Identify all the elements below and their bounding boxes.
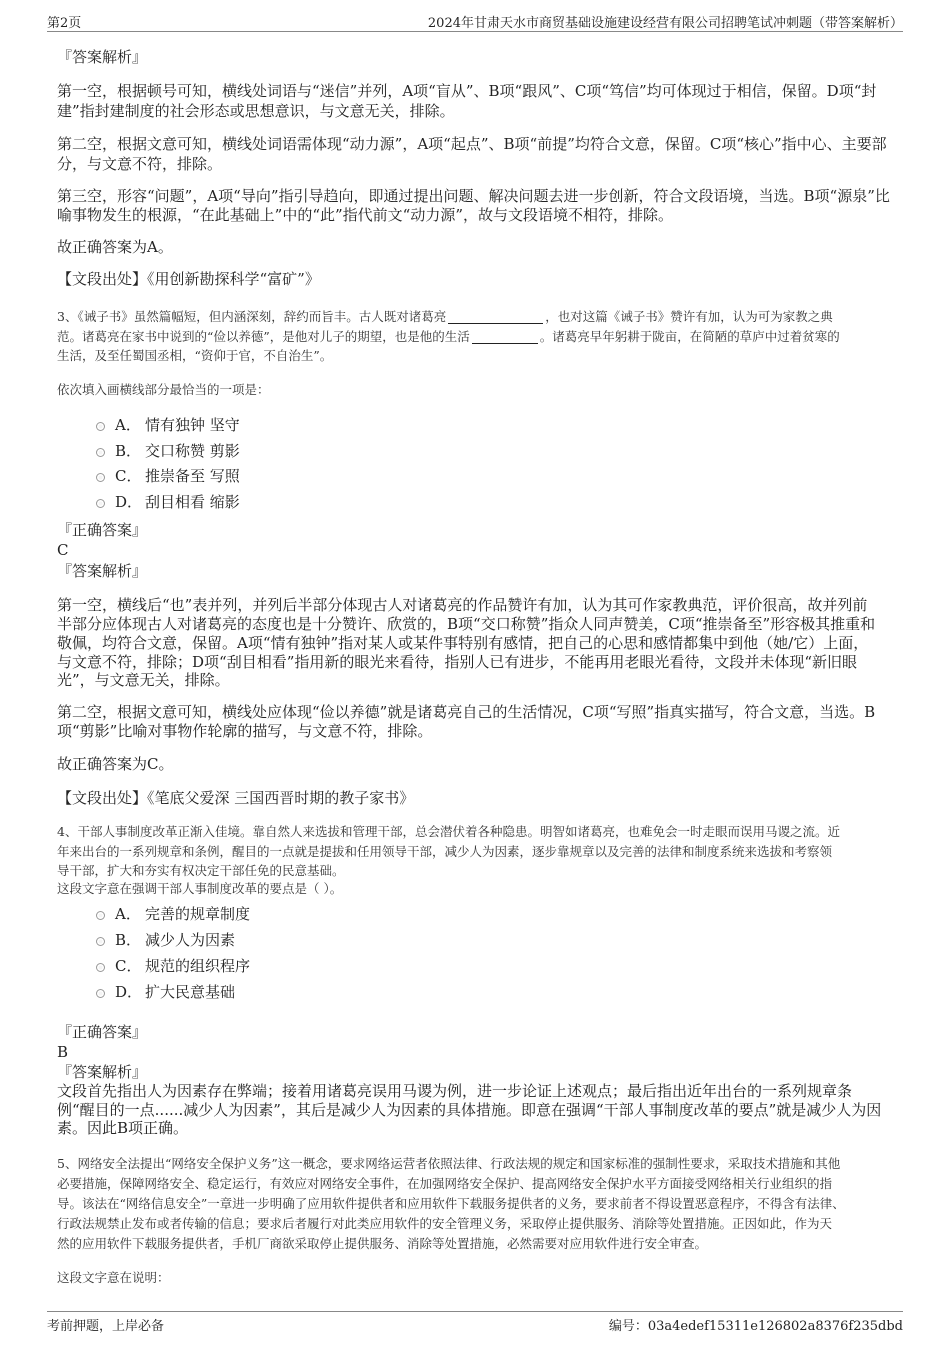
q3-analysis-p2-line1: 第二空，根据文意可知，横线处应体现“俭以养德”就是诸葛亮自己的生活情况，C项“写照”指真实描写，符合文意，当选。B bbox=[57, 703, 876, 721]
radio-icon[interactable] bbox=[96, 989, 105, 998]
page-number: 第2页 bbox=[47, 16, 82, 31]
q3-stem-line1 bbox=[57, 308, 833, 326]
radio-icon[interactable] bbox=[96, 448, 105, 457]
q4-option-text: 减少人为因素 bbox=[145, 931, 236, 949]
q3-answer-label: 『正确答案』 bbox=[57, 521, 148, 539]
q3-option-b[interactable] bbox=[96, 441, 240, 461]
q3-option-a[interactable] bbox=[96, 415, 240, 435]
q3-option-text: 交口称赞 剪影 bbox=[145, 442, 240, 460]
q3-blank-1 bbox=[448, 311, 543, 324]
q4-stem-line1: 4、干部人事制度改革正渐入佳境。靠自然人来选拔和管理干部，总会潜伏着各种隐患。明智如诸葛亮，也难免会一时走眼而误用马谡之流。近 bbox=[57, 824, 840, 839]
q4-option-d[interactable] bbox=[96, 982, 235, 1002]
q4-analysis-label: 『答案解析』 bbox=[57, 1063, 148, 1081]
q2-analysis-p2-line2: 分，与文意不符，排除。 bbox=[57, 155, 223, 173]
radio-icon[interactable] bbox=[96, 473, 105, 482]
q4-answer: B bbox=[57, 1043, 69, 1061]
q3-analysis-p1-line4: 与文意不符，排除；D项“刮目相看”指用新的眼光来看待，指别人已有进步，不能再用老眼光看待，文段并未体现“新旧眼 bbox=[57, 653, 858, 671]
q3-stem-text: 范。诸葛亮在家书中说到的“俭以养德”，是他对儿子的期望，也是他的生活 bbox=[57, 329, 470, 344]
q2-analysis-p3-line1: 第三空，形容“问题”，A项“导向”指引导趋向，即通过提出问题、解决问题去进一步创新，符合文段语境，当选。B项“源泉”比 bbox=[57, 187, 890, 205]
q4-analysis-line1: 文段首先指出人为因素存在弊端；接着用诸葛亮误用马谡为例，进一步论证上述观点；最后指出近年出台的一系列规章条 bbox=[57, 1082, 853, 1100]
footer-slogan: 考前押题，上岸必备 bbox=[47, 1319, 165, 1334]
q4-stem-line2: 年来出台的一系列规章和条例，醒目的一点就是提拔和任用领导干部，减少人为因素，逐步靠规章以及完善的法律和制度系统来选拔和考察领 bbox=[57, 844, 833, 859]
q5-stem-line1: 5、网络安全法提出“网络安全保护义务”这一概念，要求网络运营者依照法律、行政法规的规定和国家标准的强制性要求，采取技术措施和其他 bbox=[57, 1156, 841, 1171]
q5-stem-line2: 必要措施，保障网络安全、稳定运行，有效应对网络安全事件，在加强网络安全保护、提高网络安全保护水平方面接受网络相关行业组织的指 bbox=[57, 1176, 833, 1191]
q5-stem-line3: 导。该法在“网络信息安全”一章进一步明确了应用软件提供者和应用软件下载服务提供者的义务，要求前者不得设置恶意程序，不得含有法律、 bbox=[57, 1196, 845, 1211]
q3-source: 【文段出处】《笔底父爱深 三国西晋时期的教子家书》 bbox=[57, 789, 415, 807]
q3-option-letter: A． bbox=[115, 416, 141, 434]
q4-option-text: 扩大民意基础 bbox=[145, 983, 236, 1001]
q5-stem-line4: 行政法规禁止发布或者传输的信息；要求后者履行对此类应用软件的安全管理义务，采取停止提供服务、消除等处置措施。正因如此，作为天 bbox=[57, 1216, 833, 1231]
q3-analysis-p1-line1: 第一空，横线后“也”表并列，并列后半部分体现古人对诸葛亮的作品赞许有加，认为其可作家教典范，评价很高，故并列前 bbox=[57, 596, 868, 614]
q3-conclusion: 故正确答案为C。 bbox=[57, 755, 174, 773]
q3-analysis-p2-line2: 项“剪影”比喻对事物作轮廓的描写，与文意不符，排除。 bbox=[57, 722, 433, 740]
q5-prompt: 这段文字意在说明： bbox=[57, 1270, 170, 1285]
q3-prompt: 依次填入画横线部分最恰当的一项是： bbox=[57, 382, 270, 397]
q3-blank-2 bbox=[472, 331, 538, 344]
q2-analysis-p3-line2: 喻事物发生的根源，“在此基础上”中的“此”指代前文“动力源”，故与文段语境不相符，排除。 bbox=[57, 206, 674, 224]
q2-analysis-p1-line2: 建”指封建制度的社会形态或思想意识，与文意无关，排除。 bbox=[57, 102, 455, 120]
q3-option-text: 刮目相看 缩影 bbox=[145, 493, 240, 511]
q3-stem-text: 3、《诫子书》虽然篇幅短，但内涵深刻，辞约而旨丰。古人既对诸葛亮 bbox=[57, 309, 447, 324]
q2-conclusion: 故正确答案为A。 bbox=[57, 238, 173, 256]
q4-prompt: 这段文字意在强调干部人事制度改革的要点是（ ）。 bbox=[57, 881, 343, 896]
q2-source: 【文段出处】《用创新勘探科学“富矿”》 bbox=[57, 270, 320, 288]
q3-option-text: 推崇备至 写照 bbox=[145, 467, 240, 485]
radio-icon[interactable] bbox=[96, 499, 105, 508]
q5-stem-line5: 然的应用软件下载服务提供者，手机厂商欲采取停止提供服务、消除等处置措施，必然需要对应用软件进行安全审查。 bbox=[57, 1236, 708, 1251]
radio-icon[interactable] bbox=[96, 911, 105, 920]
q4-option-c[interactable] bbox=[96, 956, 250, 976]
q3-option-letter: D． bbox=[115, 493, 143, 511]
q4-option-letter: C． bbox=[115, 957, 142, 975]
q2-analysis-p2-line1: 第二空，根据文意可知，横线处词语需体现“动力源”，A项“起点”、B项“前提”均符合文意，保留。C项“核心”指中心、主要部 bbox=[57, 135, 887, 153]
document-id: 编号：03a4edef15311e126802a8376f235dbd bbox=[608, 1319, 903, 1334]
q4-option-letter: A． bbox=[115, 905, 141, 923]
q4-option-b[interactable] bbox=[96, 930, 235, 950]
q3-option-c[interactable] bbox=[96, 466, 240, 486]
q3-stem-line2 bbox=[57, 328, 840, 346]
radio-icon[interactable] bbox=[96, 422, 105, 431]
q3-option-letter: C． bbox=[115, 467, 142, 485]
q3-stem-line3: 生活，及至任蜀国丞相，“资仰于官，不自治生”。 bbox=[57, 348, 333, 363]
q2-analysis-label: 『答案解析』 bbox=[57, 48, 148, 66]
q4-analysis-line2: 例“醒目的一点......减少人为因素”，其后是减少人为因素的具体措施。即意在强调“干部人事制度改革的要点”就是减少人为因 bbox=[57, 1101, 882, 1119]
q3-option-letter: B． bbox=[115, 442, 142, 460]
q4-option-text: 完善的规章制度 bbox=[145, 905, 251, 923]
q4-option-letter: D． bbox=[115, 983, 143, 1001]
page-footer bbox=[47, 1311, 903, 1335]
q4-option-letter: B． bbox=[115, 931, 142, 949]
q4-stem-line3: 导干部，扩大和夯实有权决定干部任免的民意基础。 bbox=[57, 863, 345, 878]
radio-icon[interactable] bbox=[96, 937, 105, 946]
q3-option-d[interactable] bbox=[96, 492, 240, 512]
q3-analysis-label: 『答案解析』 bbox=[57, 562, 148, 580]
document-title: 2024年甘肃天水市商贸基础设施建设经营有限公司招聘笔试冲刺题（带答案解析） bbox=[427, 16, 903, 31]
q3-answer: C bbox=[57, 541, 69, 559]
radio-icon[interactable] bbox=[96, 963, 105, 972]
page-header bbox=[47, 10, 903, 32]
q4-option-a[interactable] bbox=[96, 904, 250, 924]
q3-analysis-p1-line3: 敬佩，均符合文意，保留。A项“情有独钟”指对某人或某件事特别有感情，把自己的心思和感情都集中到他（她/它）上面， bbox=[57, 634, 869, 652]
q3-analysis-p1-line5: 光”，与文意无关，排除。 bbox=[57, 671, 230, 689]
q3-option-text: 情有独钟 坚守 bbox=[145, 416, 240, 434]
q3-stem-text: 。诸葛亮早年躬耕于陇亩，在简陋的草庐中过着贫寒的 bbox=[539, 329, 840, 344]
q3-stem-text: ，也对这篇《诫子书》赞许有加，认为可为家教之典 bbox=[545, 309, 833, 324]
q3-analysis-p1-line2: 半部分应体现古人对诸葛亮的态度也是十分赞许、欣赏的，B项“交口称赞”指众人同声赞美，C项“推崇备至”形容极其推重和 bbox=[57, 615, 876, 633]
q4-option-text: 规范的组织程序 bbox=[145, 957, 251, 975]
q2-analysis-p1-line1: 第一空，根据顿号可知，横线处词语与“迷信”并列，A项“盲从”、B项“跟风”、C项“笃信”均可体现过于相信，保留。D项“封 bbox=[57, 82, 877, 100]
q4-answer-label: 『正确答案』 bbox=[57, 1023, 148, 1041]
q4-analysis-line3: 素。因此B项正确。 bbox=[57, 1119, 189, 1137]
